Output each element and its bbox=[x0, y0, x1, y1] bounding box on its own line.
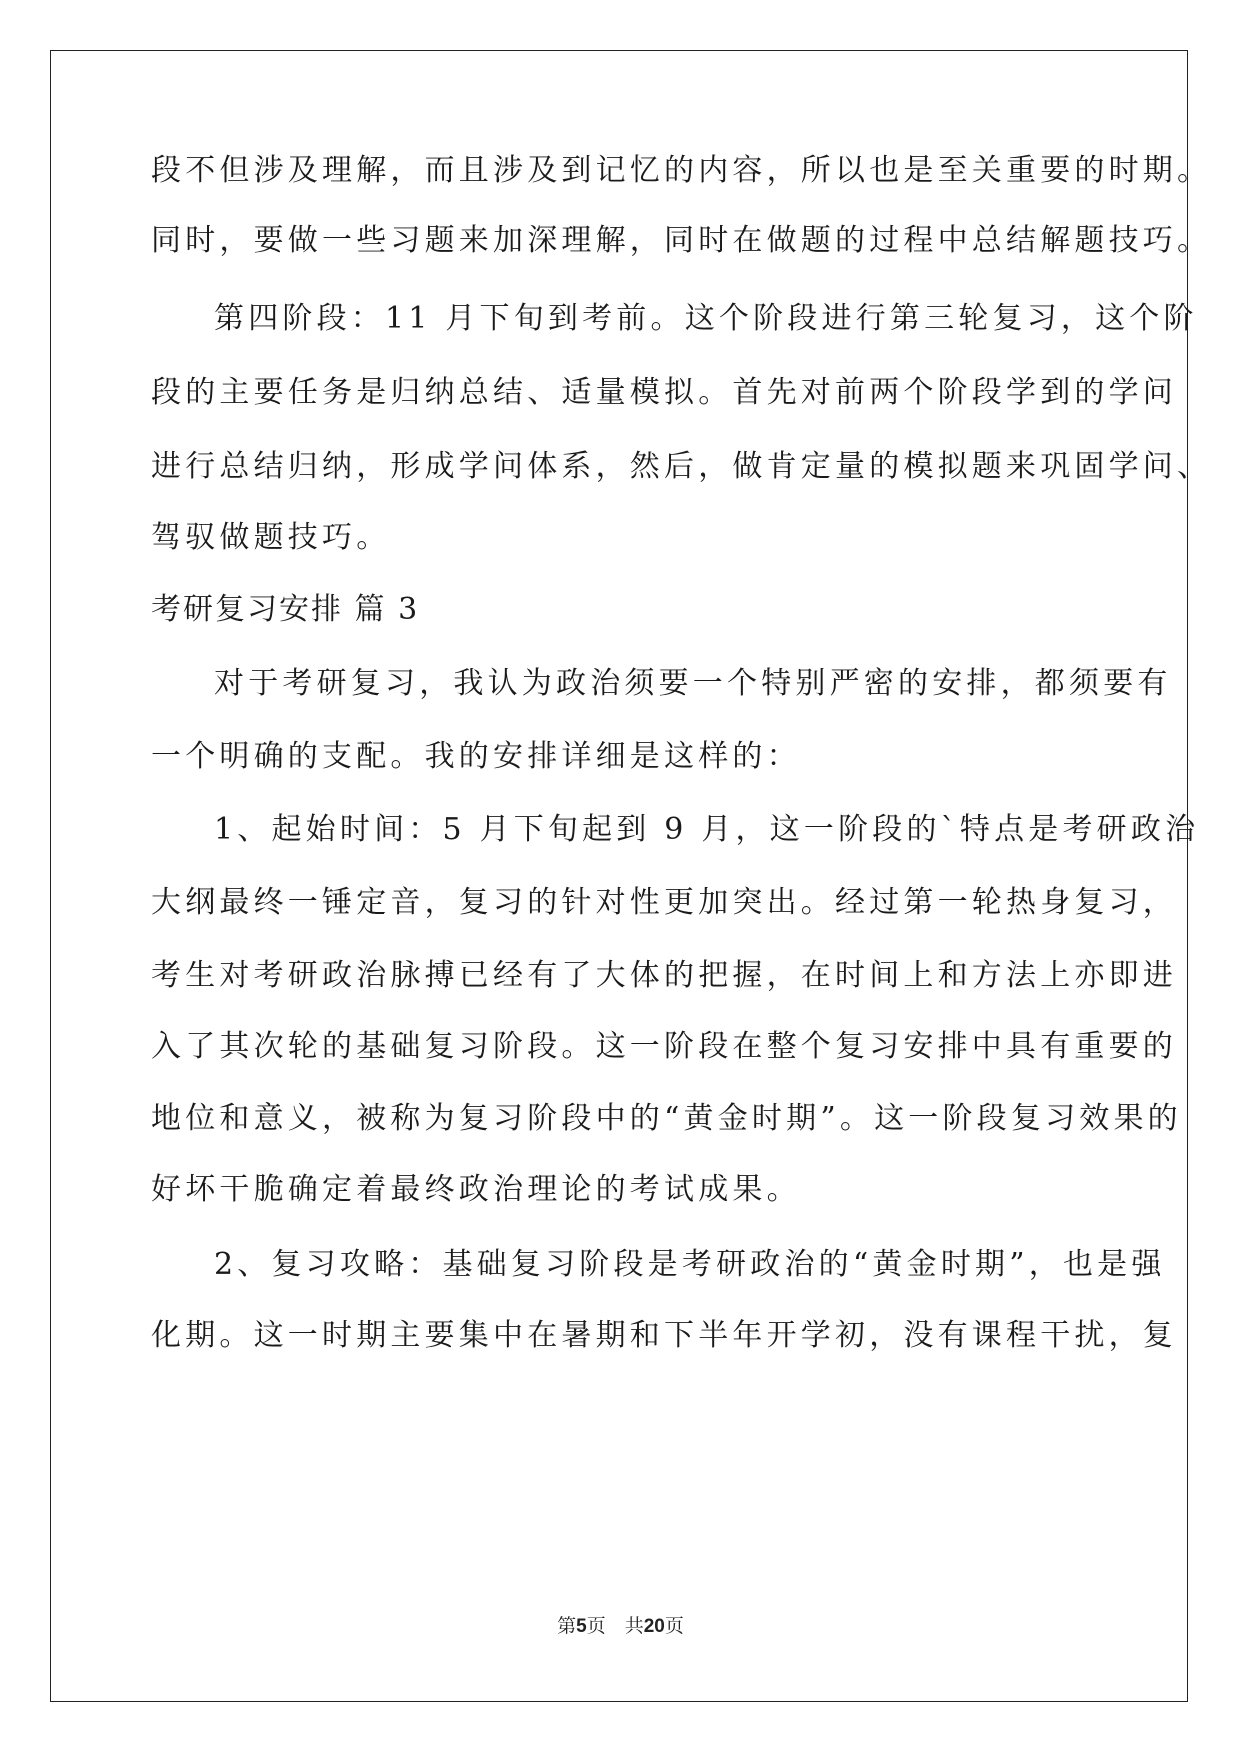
footer-suffix: 页 bbox=[664, 1615, 684, 1637]
text-line-3: 第四阶段：11 月下旬到考前。这个阶段进行第三轮复习，这个阶 bbox=[214, 301, 1198, 336]
section-heading: 考研复习安排 篇 3 bbox=[151, 592, 420, 627]
footer-mid: 页 共 bbox=[586, 1615, 644, 1637]
text-line-4: 段的主要任务是归纳总结、适量模拟。首先对前两个阶段学到的学问 bbox=[151, 375, 1177, 410]
text-line-9: 一个明确的支配。我的安排详细是这样的： bbox=[151, 739, 801, 774]
current-page-number: 5 bbox=[576, 1616, 587, 1637]
page-border bbox=[50, 50, 1188, 1702]
text-line-13: 入了其次轮的基础复习阶段。这一阶段在整个复习安排中具有重要的 bbox=[151, 1029, 1177, 1064]
text-line-11: 大纲最终一锤定音，复习的针对性更加突出。经过第一轮热身复习， bbox=[151, 885, 1177, 920]
text-line-8: 对于考研复习，我认为政治须要一个特别严密的安排，都须要有 bbox=[214, 666, 1172, 701]
text-line-5: 进行总结归纳，形成学问体系，然后，做肯定量的模拟题来巩固学问、 bbox=[151, 449, 1212, 484]
page-footer bbox=[0, 1614, 1241, 1639]
total-page-count: 20 bbox=[643, 1616, 665, 1637]
text-line-2: 同时，要做一些习题来加深理解，同时在做题的过程中总结解题技巧。 bbox=[151, 223, 1212, 258]
text-line-14: 地位和意义，被称为复习阶段中的“黄金时期”。这一阶段复习效果的 bbox=[151, 1101, 1182, 1136]
text-line-16: 2、复习攻略：基础复习阶段是考研政治的“黄金时期”，也是强 bbox=[214, 1247, 1166, 1282]
text-line-17: 化期。这一时期主要集中在暑期和下半年开学初，没有课程干扰，复 bbox=[151, 1318, 1177, 1353]
text-line-12: 考生对考研政治脉搏已经有了大体的把握，在时间上和方法上亦即进 bbox=[151, 958, 1177, 993]
footer-prefix: 第 bbox=[557, 1615, 577, 1637]
text-line-6: 驾驭做题技巧。 bbox=[151, 520, 391, 555]
text-line-10: 1、起始时间：5 月下旬起到 9 月，这一阶段的`特点是考研政治 bbox=[214, 812, 1200, 847]
text-line-15: 好坏干脆确定着最终政治理论的考试成果。 bbox=[151, 1172, 801, 1207]
text-line-1: 段不但涉及理解，而且涉及到记忆的内容，所以也是至关重要的时期。 bbox=[151, 153, 1212, 188]
